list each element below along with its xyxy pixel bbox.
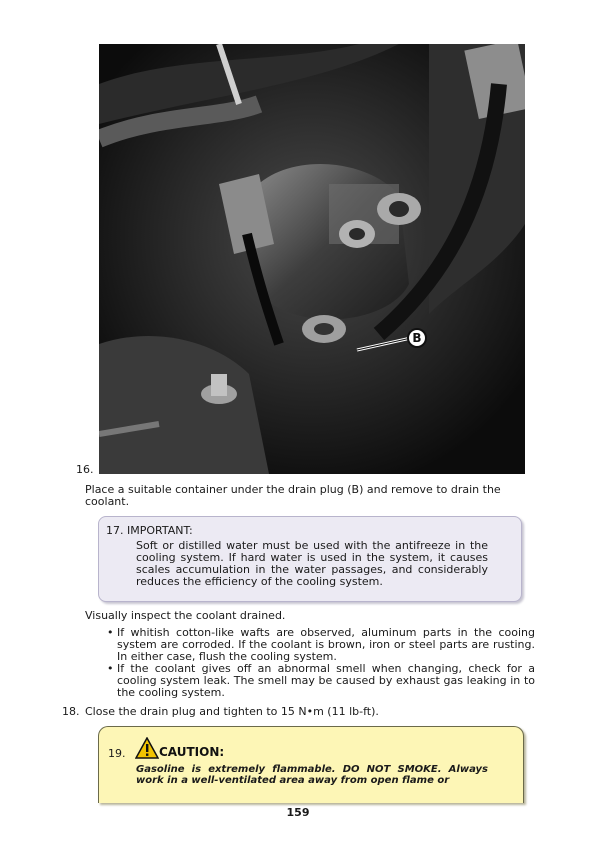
important-box — [98, 516, 522, 602]
drain-instruction: Place a suitable container under the drain plug (B) and remove to drain the coolant. — [85, 483, 501, 508]
step-18-number: 18. — [62, 705, 80, 718]
caution-number: 19. — [108, 747, 126, 760]
step-16-number: 16. — [76, 463, 94, 476]
warning-triangle-icon — [135, 737, 159, 759]
list-item — [107, 627, 535, 663]
important-title: 17. IMPORTANT: — [106, 524, 193, 537]
inspection-list — [107, 627, 535, 699]
caution-text: Gasoline is extremely flammable. DO NOT SMOKE. Always work in a well-ventilated area away from open flame or — [136, 764, 488, 786]
bullet-text: If the coolant gives off an abnormal smell when changing, check for a cooling system leak. The smell may be caused by exhaust gas leaking in to the cooling system. — [117, 662, 535, 699]
engine-photo — [99, 44, 525, 474]
page-number: 159 — [286, 806, 310, 819]
callout-b-label: B — [407, 328, 427, 348]
inspect-intro: Visually inspect the coolant drained. — [85, 609, 286, 622]
step-18-text: Close the drain plug and tighten to 15 N•m (11 lb-ft). — [85, 705, 379, 718]
bullet-icon: • — [107, 626, 114, 639]
caution-title: CAUTION: — [159, 745, 225, 759]
bullet-icon: • — [107, 662, 114, 675]
list-item — [107, 663, 535, 699]
caution-box — [98, 726, 524, 803]
important-text: Soft or distilled water must be used with the antifreeze in the cooling system. If hard water is used in the system, it causes scales accumulation in the water passages, and considerably reduces the efficiency of the cooling system. — [136, 539, 488, 588]
bullet-text: If whitish cotton-like wafts are observed, aluminum parts in the cooing system are corroded. If the coolant is brown, iron or steel parts are rusting. In either case, flush the cooling system. — [117, 626, 535, 663]
engine-photo-graphic — [99, 44, 525, 474]
